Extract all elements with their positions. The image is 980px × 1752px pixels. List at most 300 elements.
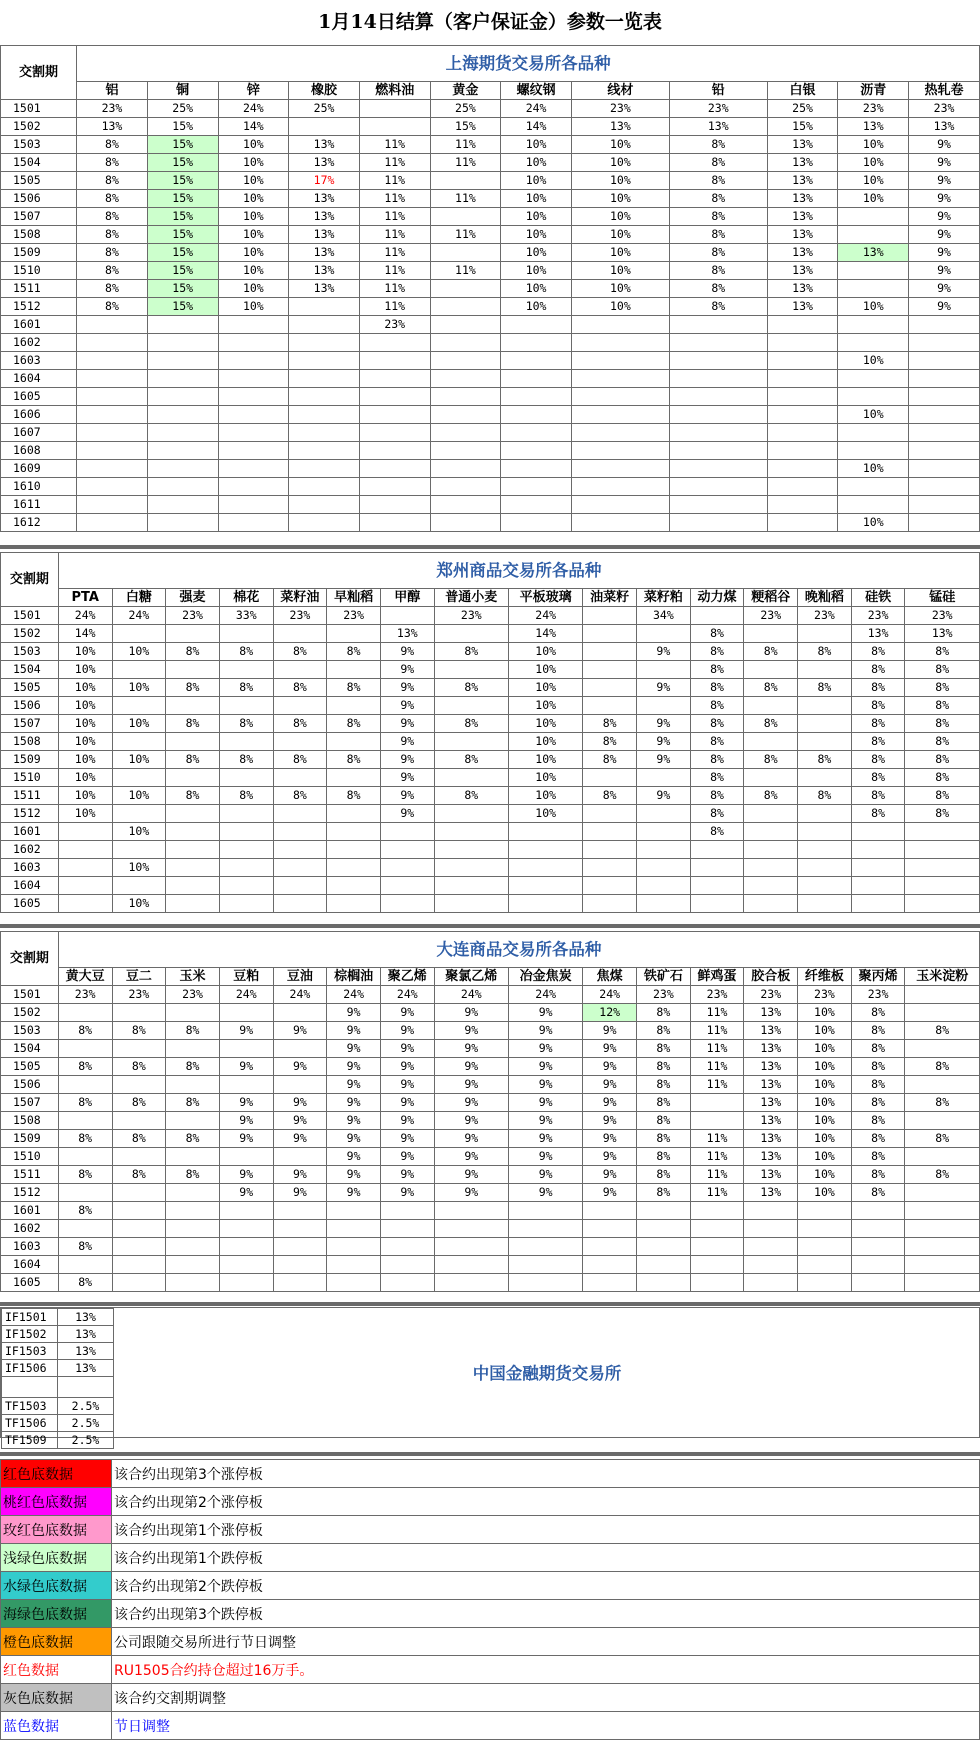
- margin-cell: 8%: [690, 643, 744, 661]
- period-cell: 1601: [1, 316, 77, 334]
- period-cell: 1512: [1, 1184, 59, 1202]
- margin-cell: 9%: [434, 1040, 508, 1058]
- margin-cell: [289, 424, 360, 442]
- margin-cell: 11%: [430, 154, 501, 172]
- margin-cell: [327, 805, 381, 823]
- margin-cell: 2.5%: [58, 1432, 114, 1449]
- margin-cell: 23%: [637, 986, 691, 1004]
- margin-cell: 8%: [669, 244, 767, 262]
- margin-cell: [583, 823, 637, 841]
- margin-cell: [273, 1076, 327, 1094]
- margin-cell: 10%: [798, 1184, 852, 1202]
- margin-cell: 10%: [218, 226, 289, 244]
- table-row: [1, 406, 980, 424]
- margin-cell: 9%: [583, 1058, 637, 1076]
- margin-cell: [289, 514, 360, 532]
- margin-cell: [430, 316, 501, 334]
- legend-row: [1, 1516, 980, 1544]
- margin-cell: 8%: [851, 1184, 905, 1202]
- margin-cell: [637, 769, 691, 787]
- margin-cell: [218, 316, 289, 334]
- margin-cell: 9%: [219, 1094, 273, 1112]
- table-row: [1, 859, 980, 877]
- margin-cell: [508, 1238, 582, 1256]
- margin-cell: [905, 1202, 980, 1220]
- margin-cell: 23%: [273, 607, 327, 625]
- margin-cell: [430, 352, 501, 370]
- margin-cell: 11%: [690, 1166, 744, 1184]
- margin-cell: [637, 823, 691, 841]
- margin-cell: [327, 841, 381, 859]
- margin-cell: 13%: [58, 1309, 114, 1326]
- margin-cell: [359, 460, 430, 478]
- margin-cell: 9%: [583, 1040, 637, 1058]
- margin-cell: [219, 1202, 273, 1220]
- margin-cell: [430, 334, 501, 352]
- margin-cell: [744, 823, 798, 841]
- margin-cell: [147, 514, 218, 532]
- margin-cell: 11%: [430, 136, 501, 154]
- margin-cell: [58, 823, 112, 841]
- margin-cell: [909, 478, 980, 496]
- margin-cell: [147, 370, 218, 388]
- margin-cell: 10%: [571, 244, 669, 262]
- margin-cell: 8%: [112, 1022, 166, 1040]
- margin-cell: 10%: [571, 226, 669, 244]
- margin-cell: [327, 823, 381, 841]
- margin-cell: [571, 496, 669, 514]
- margin-cell: [501, 370, 572, 388]
- margin-cell: 9%: [508, 1130, 582, 1148]
- margin-cell: 8%: [905, 715, 980, 733]
- contract-cell: TF1503: [2, 1398, 58, 1415]
- margin-cell: 8%: [637, 1112, 691, 1130]
- period-cell: 1507: [1, 715, 59, 733]
- margin-cell: 8%: [798, 679, 852, 697]
- period-cell: 1503: [1, 136, 77, 154]
- margin-cell: [289, 316, 360, 334]
- margin-cell: [289, 352, 360, 370]
- period-cell: 1509: [1, 751, 59, 769]
- margin-cell: 8%: [166, 751, 220, 769]
- margin-cell: [359, 370, 430, 388]
- margin-cell: 23%: [669, 100, 767, 118]
- table-row: [2, 1432, 114, 1449]
- margin-cell: [571, 370, 669, 388]
- margin-cell: 10%: [501, 190, 572, 208]
- margin-cell: 13%: [767, 298, 838, 316]
- period-cell: 1505: [1, 1058, 59, 1076]
- margin-cell: 25%: [767, 100, 838, 118]
- margin-cell: 8%: [851, 1094, 905, 1112]
- margin-cell: [289, 298, 360, 316]
- margin-cell: [838, 262, 909, 280]
- table-row: [1, 805, 980, 823]
- margin-cell: 13%: [767, 244, 838, 262]
- margin-cell: [637, 1256, 691, 1274]
- margin-cell: 9%: [380, 751, 434, 769]
- margin-cell: 10%: [508, 751, 582, 769]
- margin-cell: [798, 877, 852, 895]
- period-cell: 1506: [1, 697, 59, 715]
- margin-cell: 8%: [434, 715, 508, 733]
- margin-cell: [166, 1202, 220, 1220]
- margin-cell: 9%: [508, 1022, 582, 1040]
- margin-cell: 11%: [359, 190, 430, 208]
- margin-cell: 10%: [501, 298, 572, 316]
- product-header: 晚籼稻: [798, 589, 852, 607]
- margin-cell: 2.5%: [58, 1398, 114, 1415]
- margin-cell: 13%: [767, 136, 838, 154]
- margin-cell: [359, 388, 430, 406]
- contract-cell: TF1506: [2, 1415, 58, 1432]
- margin-cell: 8%: [166, 715, 220, 733]
- margin-cell: 8%: [77, 208, 148, 226]
- margin-cell: 10%: [838, 352, 909, 370]
- margin-cell: 9%: [380, 1130, 434, 1148]
- margin-cell: 24%: [508, 607, 582, 625]
- product-header: 热轧卷: [909, 82, 980, 100]
- margin-cell: 11%: [359, 136, 430, 154]
- margin-cell: 14%: [508, 625, 582, 643]
- margin-cell: [508, 895, 582, 913]
- margin-cell: 15%: [147, 244, 218, 262]
- product-header: 玉米淀粉: [905, 968, 980, 986]
- margin-cell: 24%: [434, 986, 508, 1004]
- margin-cell: 8%: [690, 625, 744, 643]
- margin-cell: 10%: [218, 172, 289, 190]
- margin-cell: [669, 460, 767, 478]
- margin-cell: [327, 1202, 381, 1220]
- legend-description: 节日调整: [112, 1712, 980, 1740]
- margin-cell: 9%: [434, 1076, 508, 1094]
- margin-cell: 23%: [798, 986, 852, 1004]
- margin-cell: 9%: [219, 1022, 273, 1040]
- margin-cell: 9%: [380, 733, 434, 751]
- table-row: [1, 841, 980, 859]
- margin-cell: [434, 1256, 508, 1274]
- margin-cell: 9%: [273, 1112, 327, 1130]
- product-header: 强麦: [166, 589, 220, 607]
- margin-cell: 8%: [851, 715, 905, 733]
- margin-cell: 8%: [851, 661, 905, 679]
- period-cell: 1605: [1, 1274, 59, 1292]
- margin-cell: 10%: [58, 715, 112, 733]
- margin-cell: 10%: [112, 751, 166, 769]
- margin-cell: [380, 607, 434, 625]
- margin-cell: [273, 805, 327, 823]
- margin-cell: 8%: [583, 715, 637, 733]
- margin-cell: [430, 172, 501, 190]
- margin-cell: [219, 1076, 273, 1094]
- margin-cell: [166, 1004, 220, 1022]
- margin-cell: 8%: [58, 1094, 112, 1112]
- margin-cell: [637, 1220, 691, 1238]
- period-cell: 1506: [1, 190, 77, 208]
- margin-cell: [744, 805, 798, 823]
- table-row: [2, 1415, 114, 1432]
- margin-cell: [798, 661, 852, 679]
- margin-cell: [434, 823, 508, 841]
- margin-cell: [147, 496, 218, 514]
- legend-key: 桃红色底数据: [1, 1488, 112, 1516]
- margin-cell: [798, 733, 852, 751]
- margin-cell: [838, 226, 909, 244]
- period-cell: 1509: [1, 244, 77, 262]
- margin-cell: [112, 1256, 166, 1274]
- product-header: 纤维板: [798, 968, 852, 986]
- margin-cell: [77, 478, 148, 496]
- margin-cell: 9%: [434, 1004, 508, 1022]
- margin-cell: [219, 895, 273, 913]
- margin-cell: 11%: [430, 190, 501, 208]
- margin-cell: 8%: [905, 697, 980, 715]
- margin-cell: 10%: [112, 787, 166, 805]
- period-cell: 1511: [1, 280, 77, 298]
- margin-cell: [690, 877, 744, 895]
- margin-cell: 8%: [798, 787, 852, 805]
- margin-cell: 10%: [218, 280, 289, 298]
- legend-row: [1, 1656, 980, 1684]
- legend-row: [1, 1460, 980, 1488]
- margin-cell: [380, 877, 434, 895]
- margin-cell: 15%: [147, 118, 218, 136]
- margin-cell: [273, 1202, 327, 1220]
- margin-cell: 8%: [851, 1130, 905, 1148]
- margin-cell: [147, 478, 218, 496]
- margin-cell: [77, 406, 148, 424]
- table-row: [1, 118, 980, 136]
- margin-cell: [798, 823, 852, 841]
- margin-cell: [289, 406, 360, 424]
- margin-cell: [637, 625, 691, 643]
- margin-cell: [273, 1148, 327, 1166]
- period-cell: 1506: [1, 1076, 59, 1094]
- margin-cell: 24%: [508, 986, 582, 1004]
- margin-cell: [77, 514, 148, 532]
- margin-cell: [905, 1274, 980, 1292]
- margin-cell: [327, 1238, 381, 1256]
- period-cell: 1501: [1, 100, 77, 118]
- period-cell: 1606: [1, 406, 77, 424]
- margin-cell: [58, 1004, 112, 1022]
- margin-cell: [219, 1148, 273, 1166]
- margin-cell: 9%: [909, 280, 980, 298]
- table-row: [1, 478, 980, 496]
- margin-cell: 23%: [744, 986, 798, 1004]
- margin-cell: 10%: [112, 643, 166, 661]
- margin-cell: 11%: [359, 226, 430, 244]
- dce-table: [0, 931, 980, 1292]
- margin-cell: 8%: [905, 643, 980, 661]
- margin-cell: [112, 1202, 166, 1220]
- margin-cell: [112, 805, 166, 823]
- margin-cell: [166, 1274, 220, 1292]
- product-header: 锰硅: [905, 589, 980, 607]
- margin-cell: 9%: [380, 661, 434, 679]
- margin-cell: [359, 334, 430, 352]
- margin-cell: [112, 1112, 166, 1130]
- margin-cell: [327, 733, 381, 751]
- margin-cell: [166, 733, 220, 751]
- margin-cell: [166, 877, 220, 895]
- margin-cell: [501, 478, 572, 496]
- margin-cell: [905, 1238, 980, 1256]
- margin-cell: 8%: [690, 805, 744, 823]
- margin-cell: [571, 388, 669, 406]
- margin-cell: 13%: [767, 190, 838, 208]
- margin-cell: [359, 352, 430, 370]
- product-header: 甲醇: [380, 589, 434, 607]
- period-cell: 1510: [1, 1148, 59, 1166]
- margin-cell: 8%: [798, 751, 852, 769]
- margin-cell: 8%: [851, 1148, 905, 1166]
- margin-cell: 10%: [838, 406, 909, 424]
- margin-cell: [583, 1274, 637, 1292]
- margin-cell: [744, 1274, 798, 1292]
- margin-cell: 8%: [669, 154, 767, 172]
- margin-cell: [851, 859, 905, 877]
- cffex-exchange-title: 中国金融期货交易所: [472, 1364, 622, 1383]
- table-row: [1, 823, 980, 841]
- margin-cell: [112, 1148, 166, 1166]
- margin-cell: 9%: [380, 1004, 434, 1022]
- table-row: [1, 643, 980, 661]
- margin-cell: 13%: [289, 136, 360, 154]
- margin-cell: [166, 1076, 220, 1094]
- margin-cell: [380, 823, 434, 841]
- margin-cell: [218, 352, 289, 370]
- margin-cell: 15%: [147, 280, 218, 298]
- margin-cell: [690, 1112, 744, 1130]
- spacer-row: [2, 1377, 114, 1398]
- margin-cell: 9%: [909, 244, 980, 262]
- margin-cell: [798, 1256, 852, 1274]
- margin-cell: [434, 769, 508, 787]
- margin-cell: 23%: [905, 607, 980, 625]
- margin-cell: [380, 859, 434, 877]
- period-cell: 1502: [1, 118, 77, 136]
- margin-cell: 11%: [359, 262, 430, 280]
- margin-cell: [273, 769, 327, 787]
- margin-cell: [219, 625, 273, 643]
- product-header: 螺纹钢: [501, 82, 572, 100]
- margin-cell: [637, 1238, 691, 1256]
- table-row: [1, 1166, 980, 1184]
- legend-key: 蓝色数据: [1, 1712, 112, 1740]
- margin-cell: 13%: [744, 1130, 798, 1148]
- margin-cell: 8%: [112, 1058, 166, 1076]
- margin-cell: 10%: [798, 1130, 852, 1148]
- margin-cell: 13%: [289, 208, 360, 226]
- period-cell: 1507: [1, 1094, 59, 1112]
- margin-cell: 9%: [583, 1094, 637, 1112]
- margin-cell: 25%: [147, 100, 218, 118]
- margin-cell: 23%: [690, 986, 744, 1004]
- margin-cell: [380, 1220, 434, 1238]
- margin-cell: 10%: [218, 190, 289, 208]
- margin-cell: 8%: [637, 1148, 691, 1166]
- margin-cell: [637, 1274, 691, 1292]
- period-cell: 1508: [1, 226, 77, 244]
- margin-cell: [166, 1220, 220, 1238]
- margin-cell: 17%: [289, 172, 360, 190]
- margin-cell: [690, 841, 744, 859]
- margin-cell: [147, 334, 218, 352]
- margin-cell: 33%: [219, 607, 273, 625]
- margin-cell: [359, 442, 430, 460]
- margin-cell: [637, 895, 691, 913]
- margin-cell: [669, 478, 767, 496]
- margin-cell: 8%: [690, 679, 744, 697]
- margin-cell: 8%: [166, 1130, 220, 1148]
- czce-table: [0, 552, 980, 913]
- margin-cell: 11%: [690, 1022, 744, 1040]
- table-row: [1, 715, 980, 733]
- margin-cell: 9%: [434, 1166, 508, 1184]
- period-cell: 1505: [1, 172, 77, 190]
- legend-description: 该合约出现第2个跌停板: [112, 1572, 980, 1600]
- margin-cell: [583, 697, 637, 715]
- margin-cell: 8%: [637, 1184, 691, 1202]
- period-cell: 1508: [1, 1112, 59, 1130]
- margin-cell: [744, 625, 798, 643]
- margin-cell: 23%: [166, 986, 220, 1004]
- margin-cell: 13%: [669, 118, 767, 136]
- margin-cell: 8%: [798, 643, 852, 661]
- margin-cell: [166, 1112, 220, 1130]
- margin-cell: [798, 1202, 852, 1220]
- margin-cell: [77, 442, 148, 460]
- margin-cell: [219, 823, 273, 841]
- margin-cell: [219, 1274, 273, 1292]
- margin-cell: 8%: [669, 136, 767, 154]
- period-cell: 1601: [1, 823, 59, 841]
- period-cell: 1602: [1, 334, 77, 352]
- margin-cell: 23%: [838, 100, 909, 118]
- margin-cell: 9%: [909, 190, 980, 208]
- margin-cell: [798, 1238, 852, 1256]
- period-cell: 1508: [1, 733, 59, 751]
- table-row: [1, 136, 980, 154]
- margin-cell: [669, 514, 767, 532]
- margin-cell: 15%: [147, 190, 218, 208]
- period-cell: 1605: [1, 388, 77, 406]
- margin-cell: [219, 877, 273, 895]
- margin-cell: 9%: [327, 1130, 381, 1148]
- margin-cell: [218, 496, 289, 514]
- period-cell: 1510: [1, 769, 59, 787]
- margin-cell: [112, 841, 166, 859]
- margin-cell: 12%: [583, 1004, 637, 1022]
- margin-cell: [905, 877, 980, 895]
- margin-cell: 8%: [583, 751, 637, 769]
- period-cell: 1602: [1, 841, 59, 859]
- margin-cell: 9%: [508, 1040, 582, 1058]
- table-row: [1, 1202, 980, 1220]
- product-header: 聚丙烯: [851, 968, 905, 986]
- margin-cell: 13%: [767, 208, 838, 226]
- margin-cell: [166, 1184, 220, 1202]
- margin-cell: 15%: [147, 172, 218, 190]
- margin-cell: [767, 514, 838, 532]
- margin-cell: [166, 895, 220, 913]
- margin-cell: 10%: [571, 154, 669, 172]
- margin-cell: [501, 424, 572, 442]
- margin-cell: 9%: [909, 172, 980, 190]
- margin-cell: 10%: [58, 733, 112, 751]
- table-row: [1, 316, 980, 334]
